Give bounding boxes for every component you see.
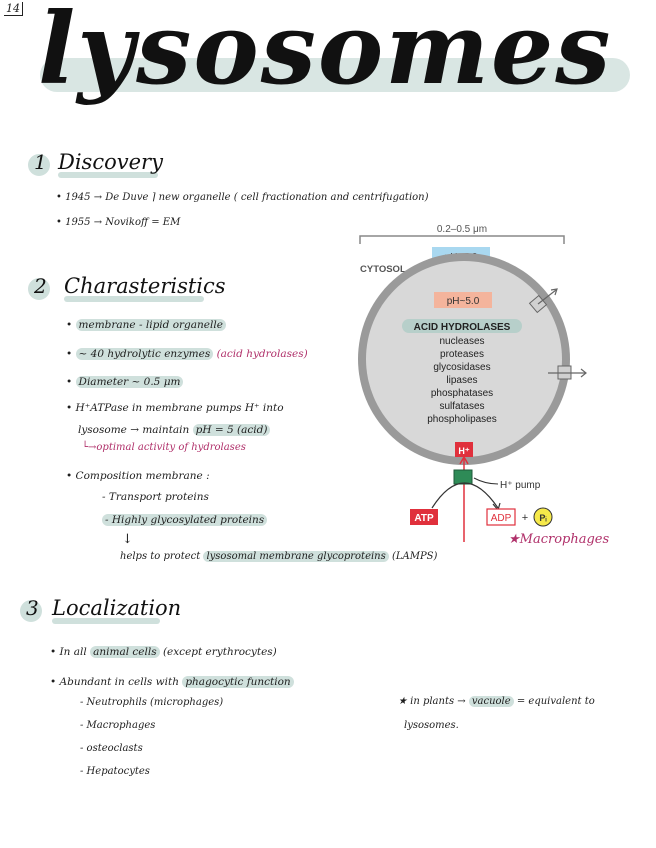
pump-pointer <box>474 478 498 484</box>
section-3-number: 3 <box>26 596 39 620</box>
section-1-number: 1 <box>34 150 47 174</box>
char-enzymes: • ~ 40 hydrolytic enzymes (acid hydrolases) <box>66 348 308 360</box>
enzyme-6: sulfatases <box>439 401 485 412</box>
page-number: 14 <box>4 2 23 16</box>
loc-cell-1: - Neutrophils (microphages) <box>80 697 224 708</box>
enzymes-header: ACID HYDROLASES <box>413 322 511 333</box>
atp-label: ATP <box>414 513 434 524</box>
lumen-ph-label: pH~5.0 <box>446 296 480 307</box>
char-atpase-2: lysosome → maintain pH = 5 (acid) <box>78 424 270 436</box>
enzyme-7: phospholipases <box>427 414 497 425</box>
proton-label: H⁺ <box>458 446 470 456</box>
loc-cell-4: - Hepatocytes <box>80 766 150 777</box>
section-1-heading: Discovery <box>58 150 163 174</box>
lysosome-diagram <box>340 222 640 552</box>
char-atpase-note: └→optimal activity of hydrolases <box>82 442 246 453</box>
discovery-item-1: • 1945 → De Duve ⌉ new organelle ( cell fractionation and centrifugation) <box>56 192 429 203</box>
enzyme-5: phosphatases <box>430 388 494 399</box>
loc-cell-2: - Macrophages <box>80 720 156 731</box>
section-2-heading: Charasteristics <box>64 274 226 298</box>
char-glyco: - Highly glycosylated proteins <box>102 514 267 526</box>
char-lamps: helps to protect lysosomal membrane glycoproteins (LAMPS) <box>120 551 438 562</box>
loc-animal: • In all animal cells (except erythrocytes) <box>50 646 277 658</box>
char-membrane: • membrane - lipid organelle <box>66 319 226 331</box>
proton-pump <box>454 470 472 484</box>
char-transport: - Transport proteins <box>102 491 209 503</box>
enzyme-1: nucleases <box>439 336 485 347</box>
char-composition: • Composition membrane : <box>66 470 210 482</box>
size-label: 0.2–0.5 μm <box>436 224 488 235</box>
atp-curve <box>432 483 498 508</box>
page-title: lysosomes <box>38 0 613 107</box>
macrophages-note: ★Macrophages <box>508 532 610 547</box>
loc-plants-2: lysosomes. <box>404 720 459 731</box>
pi-label: Pᵢ <box>539 513 547 523</box>
plus-sign: + <box>521 512 529 524</box>
enzyme-3: glycosidases <box>433 362 491 373</box>
section-3-heading: Localization <box>52 596 182 620</box>
adp-label: ADP <box>490 513 512 524</box>
char-diameter: • Diameter ~ 0.5 μm <box>66 376 183 388</box>
loc-cell-3: - osteoclasts <box>80 743 143 754</box>
cytosol-label: CYTOSOL <box>360 264 406 275</box>
discovery-item-2: • 1955 → Novikoff = EM <box>56 217 181 228</box>
char-atpase-1: • H⁺ATPase in membrane pumps H⁺ into <box>66 402 284 414</box>
enzyme-2: proteases <box>440 349 484 360</box>
section-2-number: 2 <box>34 274 47 298</box>
size-bracket <box>360 236 564 244</box>
loc-abundant: • Abundant in cells with phagocytic function <box>50 676 294 688</box>
pump-label: H⁺ pump <box>500 480 541 491</box>
loc-plants: ★ in plants → vacuole = equivalent to <box>398 696 595 707</box>
char-arrow: ↓ <box>122 532 133 547</box>
enzyme-4: lipases <box>446 375 478 386</box>
